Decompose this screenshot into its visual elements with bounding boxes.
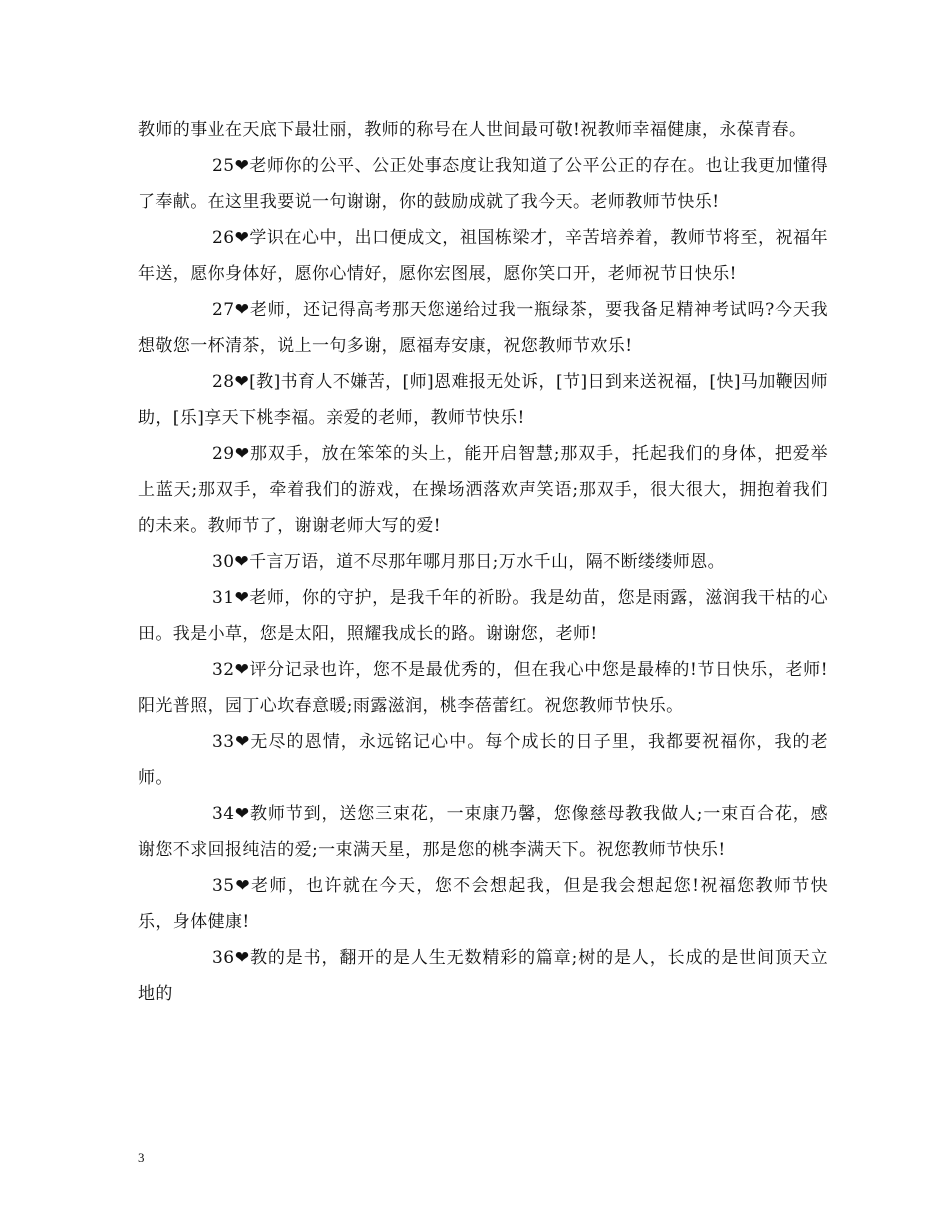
paragraph: 29❤那双手，放在笨笨的头上，能开启智慧;那双手，托起我们的身体，把爱举上蓝天;那双手，牵着我们的游戏，在操场洒落欢声笑语;那双手，很大很大，拥抱着我们的未来。教师节了，谢谢老师大写的爱!: [138, 444, 828, 536]
paragraph: 35❤老师，也许就在今天，您不会想起我，但是我会想起您!祝福您教师节快乐，身体健康!: [138, 876, 828, 932]
paragraph: 27❤老师，还记得高考那天您递给过我一瓶绿茶，要我备足精神考试吗?今天我想敬您一杯清茶，说上一句多谢，愿福寿安康，祝您教师节欢乐!: [138, 300, 828, 356]
paragraph: 31❤老师，你的守护，是我千年的祈盼。我是幼苗，您是雨露，滋润我干枯的心田。我是小草，您是太阳，照耀我成长的路。谢谢您，老师!: [138, 588, 828, 644]
paragraph: 26❤学识在心中，出口便成文，祖国栋梁才，辛苦培养着，教师节将至，祝福年年送，愿你身体好，愿你心情好，愿你宏图展，愿你笑口开，老师祝节日快乐!: [138, 228, 828, 284]
paragraph: 教师的事业在天底下最壮丽，教师的称号在人世间最可敬!祝教师幸福健康，永葆青春。: [138, 120, 807, 140]
paragraph: 36❤教的是书，翻开的是人生无数精彩的篇章;树的是人，长成的是世间顶天立地的: [138, 948, 828, 1004]
page-number: 3: [138, 1150, 145, 1165]
paragraph: 25❤老师你的公平、公正处事态度让我知道了公平公正的存在。也让我更加懂得了奉献。在这里我要说一句谢谢，你的鼓励成就了我今天。老师教师节快乐!: [138, 156, 828, 212]
paragraph: 30❤千言万语，道不尽那年哪月那日;万水千山，隔不断缕缕师恩。: [212, 552, 726, 572]
paragraph: 32❤评分记录也许，您不是最优秀的，但在我心中您是最棒的!节日快乐，老师!阳光普照，园丁心坎春意暖;雨露滋润，桃李蓓蕾红。祝您教师节快乐。: [138, 660, 828, 716]
paragraph: 34❤教师节到，送您三束花，一束康乃馨，您像慈母教我做人;一束百合花，感谢您不求回报纯洁的爱;一束满天星，那是您的桃李满天下。祝您教师节快乐!: [138, 804, 828, 860]
paragraph: 33❤无尽的恩情，永远铭记心中。每个成长的日子里，我都要祝福你，我的老师。: [138, 732, 828, 788]
paragraph: 28❤[教]书育人不嫌苦，[师]恩难报无处诉，[节]日到来送祝福，[快]马加鞭因师助，[乐]享天下桃李福。亲爱的老师，教师节快乐!: [138, 372, 828, 428]
document-body: [138, 112, 828, 1012]
